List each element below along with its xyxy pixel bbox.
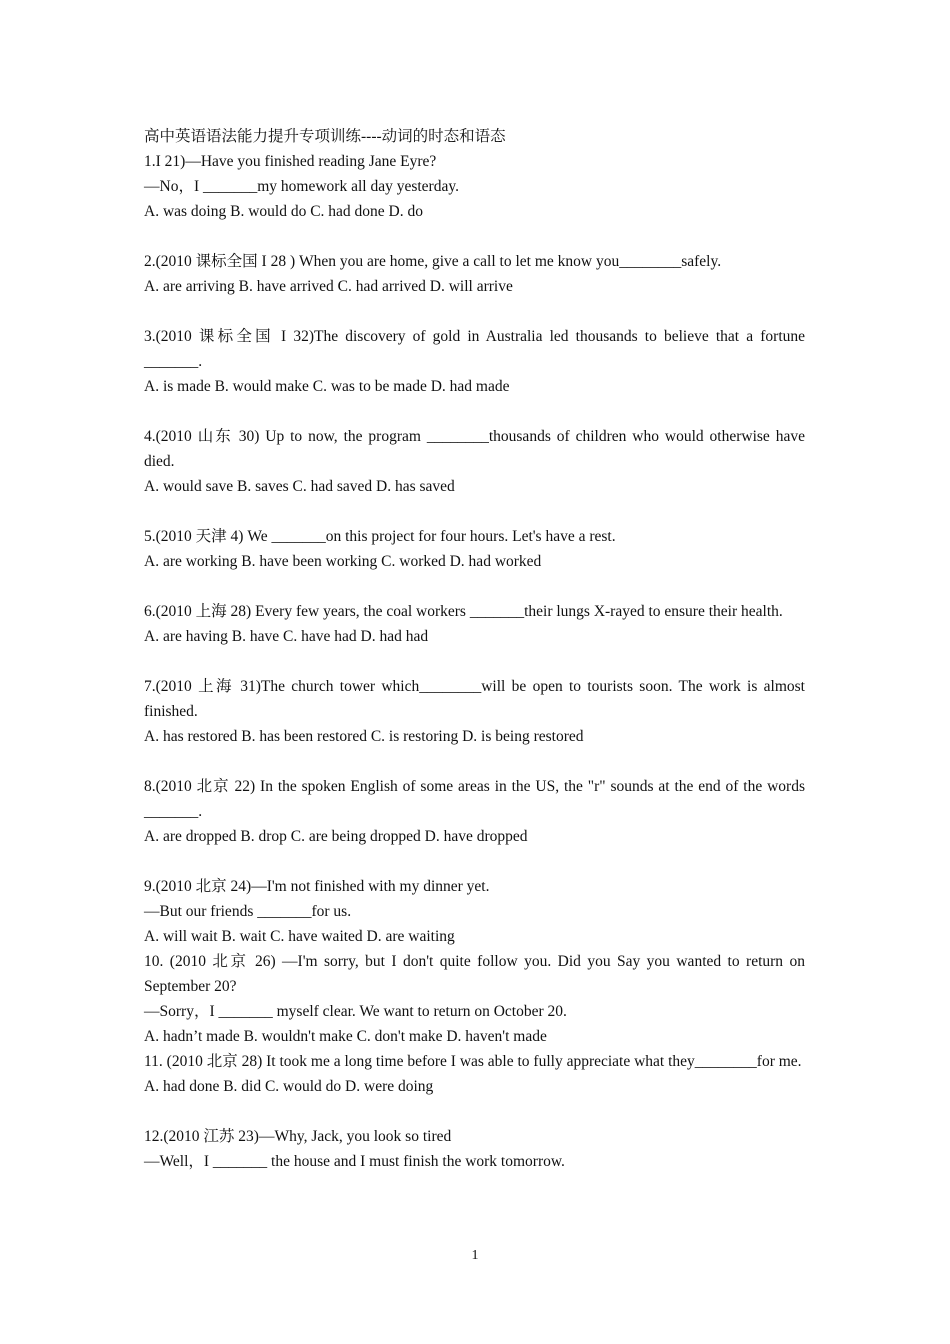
text-line: 1.I 21)—Have you finished reading Jane Eyre?	[144, 153, 437, 170]
text-line: A. is made B. would make C. was to be made D. had made	[144, 378, 510, 395]
text-line: 2.(2010 课标全国 I 28 ) When you are home, give a call to let me know you________safely.	[144, 253, 722, 270]
text-line: —No，I _______my homework all day yesterday.	[144, 178, 459, 195]
text-line: 6.(2010 上海 28) Every few years, the coal workers _______their lungs X-rayed to ensure their health.	[144, 603, 783, 620]
text-line: 5.(2010 天津 4) We _______on this project for four hours. Let's have a rest.	[144, 528, 616, 545]
text-line: 3.(2010 课标全国 I 32)The discovery of gold in Australia led thousands to believe that a fortune _______.	[144, 328, 805, 370]
text-line: A. was doing B. would do C. had done D. do	[144, 203, 423, 220]
text-line: 4.(2010 山东 30) Up to now, the program ________thousands of children who would otherwise have died.	[144, 428, 805, 470]
text-line: 7.(2010 上海 31)The church tower which________will be open to tourists soon. The work is almost finished.	[144, 678, 805, 720]
blank-line	[144, 499, 805, 524]
text-line: 9.(2010 北京 24)—I'm not finished with my dinner yet.	[144, 878, 490, 895]
text-line: A. are arriving B. have arrived C. had arrived D. will arrive	[144, 278, 513, 295]
text-line: 8.(2010 北京 22) In the spoken English of some areas in the US, the "r" sounds at the end of the words _______.	[144, 778, 805, 820]
document-title: 高中英语语法能力提升专项训练----动词的时态和语态	[144, 128, 506, 145]
blank-line	[144, 299, 805, 324]
document-body	[144, 124, 805, 1174]
blank-line	[144, 849, 805, 874]
text-line: 11. (2010 北京 28) It took me a long time before I was able to fully appreciate what they________for me.	[144, 1053, 802, 1070]
text-line: A. are dropped B. drop C. are being dropped D. have dropped	[144, 828, 528, 845]
text-line: —Sorry，I _______ myself clear. We want to return on October 20.	[144, 1003, 567, 1020]
blank-line	[144, 1099, 805, 1124]
text-line: A. had done B. did C. would do D. were doing	[144, 1078, 434, 1095]
text-line: A. are working B. have been working C. worked D. had worked	[144, 553, 542, 570]
text-line: 12.(2010 江苏 23)—Why, Jack, you look so tired	[144, 1128, 452, 1145]
text-line: 10. (2010 北京 26) —I'm sorry, but I don't quite follow you. Did you Say you wanted to return on September 20?	[144, 953, 805, 995]
text-line: A. will wait B. wait C. have waited D. are waiting	[144, 928, 455, 945]
blank-line	[144, 574, 805, 599]
text-line: A. are having B. have C. have had D. had had	[144, 628, 429, 645]
text-line: A. hadn’t made B. wouldn't make C. don't make D. haven't made	[144, 1028, 547, 1045]
blank-line	[144, 649, 805, 674]
blank-line	[144, 399, 805, 424]
text-line: —But our friends _______for us.	[144, 903, 352, 920]
blank-line	[144, 749, 805, 774]
text-line: —Well，I _______ the house and I must finish the work tomorrow.	[144, 1153, 565, 1170]
blank-line	[144, 224, 805, 249]
text-line: A. would save B. saves C. had saved D. has saved	[144, 478, 455, 495]
text-line: A. has restored B. has been restored C. is restoring D. is being restored	[144, 728, 584, 745]
page-number: 1	[471, 1248, 479, 1263]
